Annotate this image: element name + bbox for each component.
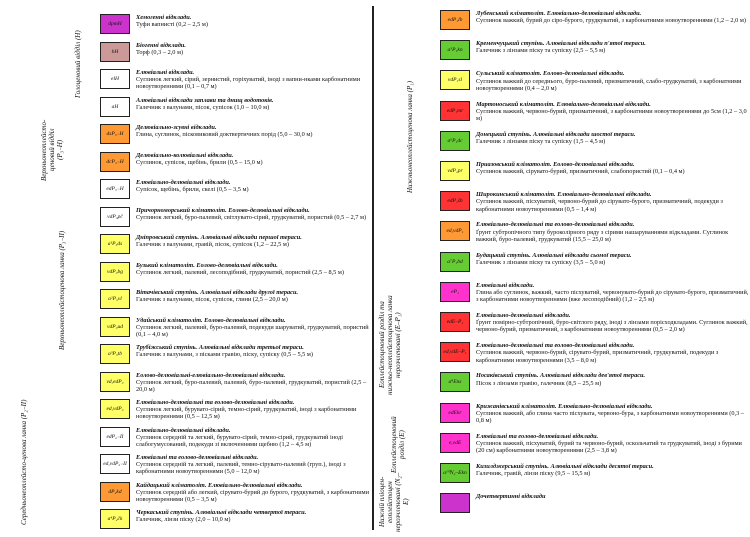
legend-title: Біогенні відклади. <box>136 41 186 49</box>
right-legend-row <box>440 131 750 161</box>
legend-swatch: eP₁ <box>440 282 470 302</box>
legend-description <box>476 463 750 477</box>
legend-description <box>476 312 750 334</box>
right-legend-row <box>440 70 750 100</box>
legend-swatch: dP₂kd <box>100 482 130 502</box>
legend-title: Вітачівський ступінь. Алювіальні відклади другої тераси. <box>136 289 299 296</box>
band-label-upper-neopleistocene: Верхньонеоплейсто-ценовий відділ (Р₃₋Н) <box>40 119 64 181</box>
legend-text: Суглинок важкий, або глина часто пісхувата, червоно-бура, з карбонатними новоутвореннями (0,3 – 0,8 м) <box>476 409 744 424</box>
legend-title: Кизилджерський ступінь. Алювіальні відклади десятої тераси. <box>476 463 654 470</box>
left-legend-row <box>100 152 372 180</box>
right-legend-row <box>440 342 750 372</box>
legend-swatch: dsP₃₋H <box>100 124 130 144</box>
legend-description <box>136 262 372 276</box>
left-legend-row <box>100 179 372 207</box>
legend-text: Туфи вапнисті (0,2 – 2,5 м) <box>136 21 208 29</box>
right-legend-row <box>440 40 750 70</box>
legend-swatch: vd,edP₃ <box>100 372 130 392</box>
legend-title: Елювіально-делювіальні відклади. <box>476 312 571 319</box>
legend-description <box>136 69 372 91</box>
right-legend-row <box>440 161 750 191</box>
legend-swatch: a²P₃vl <box>100 289 130 309</box>
legend-description <box>476 221 750 243</box>
legend-title: Елювіально-делювіальні відклади. <box>136 426 231 434</box>
legend-text: Суглинок важкий, бурий до сіро-бурого, грудкуватий, з карбонатними новоутвореннями (1,2 – 2,0 м) <box>476 17 746 25</box>
legend-title: Еолово-делювіальні-елювіально-делювіальні відклади. <box>136 371 286 379</box>
legend-swatch: vdP₁sl <box>440 70 470 90</box>
legend-description <box>136 14 372 28</box>
legend-title: Алювіальні відклади заплави та днищ водотоків. <box>136 96 274 104</box>
legend-title: Елювіально-делювіальні та еолово-делювіальні відклади. <box>136 399 295 406</box>
legend-title: Будацький ступінь. Алювіальні відклади сьомої тераси. <box>476 251 632 259</box>
legend-swatch <box>440 493 470 513</box>
left-legend-row <box>100 454 372 482</box>
legend-text: Суглинок важкий до середнього, буро-палевий, призматичний, слабо-грудкуватий, з карбонатними новоутвореннями (0,4 – 2,0 м) <box>476 77 742 92</box>
legend-swatch: dcP₃₋H <box>100 152 130 172</box>
legend-title: Широкинський кліматоліт. Елювіально-делювіальні відклади. <box>476 191 652 199</box>
legend-description <box>136 97 372 111</box>
legend-swatch: elH <box>100 69 130 89</box>
legend-title: Лубенський кліматоліт. Елювіально-делювіальні відклади. <box>476 10 642 17</box>
legend-title: Донецький ступінь. Алювіальні відклади шостої тераси. <box>476 130 636 138</box>
band-label-eopleistocene: Еоплейстоценовий розділ (E) <box>390 416 406 474</box>
left-legend-row <box>100 289 372 317</box>
left-legend-row <box>100 509 372 537</box>
legend-swatch: vdP₃pč <box>100 207 130 227</box>
right-legend-row <box>440 463 750 493</box>
legend-text: Суглинок важкий, червоно-бурий, сірувато-бурий, призматичний, грудкуватий, подекуди з карбонатними новоутвореннями (3,5 – 8,0 м) <box>476 349 719 364</box>
legend-description <box>136 454 372 476</box>
legend-text: Галечник, лінзи піску (2,0 – 10,0 м) <box>136 516 231 524</box>
right-legend-row <box>440 312 750 342</box>
legend-text: Галечник з валунами, з пісками гравію, піску, супіску (0,5 – 5,5 м) <box>136 351 313 359</box>
legend-swatch: bH <box>100 42 130 62</box>
legend-text: Глина, суглинок, пісковиковий доктвертичних порід (5,0 – 30,0 м) <box>136 131 313 139</box>
legend-swatch: edP₃₋H <box>100 179 130 199</box>
legend-text: Суглинок важкий, сірувато-бурий, призматичний, слабопористий (0,1 – 0,4 м) <box>476 168 685 176</box>
legend-title: Дочетвертинні відклади <box>476 493 546 501</box>
left-legend-row <box>100 317 372 345</box>
legend-description <box>476 191 750 213</box>
legend-description <box>476 40 750 54</box>
legend-description <box>476 161 750 175</box>
legend-description <box>136 317 372 339</box>
legend-swatch: vdP₃bg <box>100 262 130 282</box>
legend-text: Суглинок важкий, пісхуватий, бурий та червоно-бурий, оскольчатий та грудкуватий, іноді з бурими (20 см) карбонатними новоутвореннями (2,5 – 3,8 м) <box>476 440 742 455</box>
right-legend-row <box>440 221 750 251</box>
legend-text: Суглинок легкий, бурувато-сірий, темно-сірий, грудкуватий, іноді з карбонатними новоутвореннями (0,5 – 12,5 м) <box>136 406 357 421</box>
legend-text: Глина або суглинок, важкий, часто пісхуватий, червонувато-бурий до сірувато-бурого, призматичний, з карбонатними новоутвореннями (вже лесоподібний) (1,2 – 2,5 м) <box>476 289 749 304</box>
legend-swatch: aH <box>100 97 130 117</box>
left-legend-row <box>100 399 372 427</box>
right-legend-row <box>440 282 750 312</box>
legend-swatch: a³P₃tb <box>100 344 130 364</box>
left-legend-row <box>100 97 372 125</box>
legend-text: Суглинок важкий, пісхуватий, червоно-бурий до сірувато-бурого, призматичний, подекуди з карбонатними новоутвореннями (0,5 – 1,4 м) <box>476 198 723 213</box>
legend-description <box>136 509 372 523</box>
legend-title: Елювіальні та еолово-делювіальні відклади. <box>136 454 259 461</box>
legend-swatch: vdP₁pr <box>440 161 470 181</box>
legend-text: Суглинок легкий, буро-палевий, палевий, буро-палевий, грудкуватий, пористий (2,5 – 20,0 м) <box>136 378 367 393</box>
legend-title: Елювіально-делювіальні та еолово-делювіальні відклади. <box>476 342 635 350</box>
legend-description <box>136 179 372 193</box>
legend-description <box>136 124 372 138</box>
legend-text: Галечник з валунами, пісок, супісок, глини (2,5 – 20,0 м) <box>136 296 288 304</box>
left-legend-row <box>100 124 372 152</box>
legend-swatch: a⁵P₁kn <box>440 40 470 60</box>
legend-description <box>136 152 372 166</box>
left-legend-row <box>100 69 372 97</box>
legend-swatch: a⁸Ens <box>440 372 470 392</box>
legend-title: Кайдацький кліматоліт. Елювіально-делювіальні відклади. <box>136 481 303 489</box>
legend-text: Суглинок, супісок, щебінь, брили (0,5 – 15,0 м) <box>136 158 263 166</box>
legend-description <box>476 10 750 24</box>
left-legend-row <box>100 42 372 70</box>
legend-swatch: edP₂₋ІІ <box>100 427 130 447</box>
legend-title: Трубіжський ступінь. Алювіальні відклади третьої тераси. <box>136 344 304 351</box>
legend-description <box>136 42 372 56</box>
legend-swatch: a⁴P₂čk <box>100 509 130 529</box>
legend-description <box>136 399 372 421</box>
band-label-middle-neopleistocene: Середньонеоплейсто-ценова ланка (Р₂₋ІІ) <box>20 399 28 526</box>
band-label-lower-neopleistocene: Нижньонеоплейстоценова ланка (P₁) <box>406 80 414 194</box>
legend-text: Суглинок середній або легкий, сірувато-бурий до бурого, грудкуватий, з карбонатними новоутвореннями (0,5 – 3,5 м) <box>136 488 369 503</box>
legend-text: Галечник з валунами, пісок, супісок (1,0 – 10,0 м) <box>136 103 270 111</box>
left-legend-row <box>100 14 372 42</box>
right-legend-row <box>440 191 750 221</box>
legend-title: Дніпровський ступінь. Алювіальні відклади першої тераси. <box>136 234 302 241</box>
band-label-upper-neopleistocene-link: Верхньонеоплейстоценова ланка (Р₃₋ІІ) <box>58 230 66 350</box>
legend-description <box>136 234 372 248</box>
legend-swatch: edP₁šh <box>440 191 470 211</box>
legend-swatch: edE–P₁ <box>440 312 470 332</box>
legend-title: Удайський кліматоліт. Еолово-делювіальні відклади. <box>136 316 286 324</box>
right-legend-row <box>440 101 750 131</box>
legend-text: Галечник з лінзами піску та супіску (2,5 – 5,5 м) <box>476 47 606 55</box>
legend-text: Пісок з лінзами гравію, галечник (8,5 – 25,5 м) <box>476 379 602 387</box>
legend-text: Галечник з лінзами піску та супіску (3,5 – 5,0 м) <box>476 258 606 266</box>
legend-text: Суглинок середній та легкий, бурувато-сірий, темно-сірий, грудкуватий іноді слабогумусований, подекуди зі включеннями щебню (1,2 – 4,5 м) <box>136 433 343 448</box>
right-legend-row <box>440 10 750 40</box>
legend-swatch: ed,vdP₁ <box>440 221 470 241</box>
legend-text: Суглинок легкий, палевий, лесоподібний, грудкуватий, пористий (2,5 – 8,5 м) <box>136 268 344 276</box>
legend-title: Кременчуцький ступінь. Алювіальні відклади п'ятої тераси. <box>476 40 646 48</box>
legend-description <box>476 131 750 145</box>
legend-title: Хемогенні відклади. <box>136 14 192 21</box>
legend-title: Мартоноський кліматоліт. Елювіально-делювіальні відклади. <box>476 100 651 108</box>
legend-description <box>476 252 750 266</box>
legend-swatch: edP₁mr <box>440 101 470 121</box>
legend-title: Крижанівський кліматоліт. Елювіально-делювіальні відклади. <box>476 402 653 410</box>
legend-title: Елювіально-делювіальні відклади. <box>136 179 231 186</box>
left-legend-row <box>100 234 372 262</box>
right-legend-column <box>378 0 750 536</box>
right-legend-row <box>440 433 750 463</box>
legend-swatch: a¹⁰N₂–Ekn <box>440 463 470 483</box>
left-legend-row <box>100 372 372 400</box>
legend-title: Бузький кліматоліт. Еолово-делювіальні відклади. <box>136 261 278 269</box>
legend-title: Елювіально-делювіальні та еолово-делювіальні відклади. <box>476 221 635 229</box>
right-legend-row <box>440 252 750 282</box>
legend-swatch: dpmH <box>100 14 130 34</box>
legend-description <box>476 101 750 123</box>
legend-text: Торф (0,3 – 2,0 м) <box>136 48 184 56</box>
band-label-pliocene-eopleistocene: Нижній пліоцен-еоплейстоцен нерозчленовані (N₂–E) <box>378 472 410 532</box>
legend-swatch: vdP₃ud <box>100 317 130 337</box>
legend-description <box>136 427 372 449</box>
legend-swatch: edEkr <box>440 403 470 423</box>
legend-swatch: ed,vdP₃ <box>100 399 130 419</box>
legend-title: Приазовський кліматоліт. Еолово-делювіальні відклади. <box>476 161 635 168</box>
legend-description <box>136 372 372 394</box>
legend-title: Делювіально-зсувні відклади. <box>136 124 217 131</box>
legend-description <box>136 482 372 504</box>
left-legend-row <box>100 427 372 455</box>
legend-text: Суглинок легкий, палевий, буро-палевий, подекуди шаруватий, грудкуватий, пористий (0,1 – 4,0 м) <box>136 323 369 338</box>
left-legend-row <box>100 344 372 372</box>
legend-text: Суглинок легкий, сірий, зернистий, горіхуватий, іноді з вапни-нками карбонатними новоутвореннями (0,1 – 0,7 м) <box>136 76 361 91</box>
legend-swatch: a⁶P₁dc <box>440 131 470 151</box>
legend-description <box>476 282 750 304</box>
legend-swatch: a¹P₃ds <box>100 234 130 254</box>
legend-swatch: a⁷P₁bd <box>440 252 470 272</box>
legend-title: Черкаський ступінь. Алювіальні відклади четвертої тераси. <box>136 509 307 516</box>
legend-description <box>476 70 750 92</box>
legend-title: Носаківський ступінь. Алювіальні відклади дев'ятої тераси. <box>476 372 646 380</box>
right-legend-row <box>440 493 750 523</box>
band-label-eopleistocene-lower-neo: Еоплейстоценовий розділ та нижньо-неоплейстоценова ланка нерозчленовані (E–P₁) <box>378 295 402 395</box>
left-legend-row <box>100 482 372 510</box>
legend-text: Ґрунт помірно-субтропічний, буро-світлого ряду, іноді з лінзами порісходкладами. Суглинок важкий, червоно-бурий, призматичний, з карбонатними новоутвореннями (0,5 – 2,0 м) <box>476 319 748 334</box>
legend-title: Сульський кліматоліт. Еолово-делювіальні відклади. <box>476 70 625 78</box>
legend-text: Супісок, щебінь, брили, скелі (0,5 – 3,5 м) <box>136 186 249 194</box>
left-legend-row <box>100 262 372 290</box>
legend-title: Делювіально-колювіальні відклади. <box>136 151 234 159</box>
legend-swatch: e,vdE <box>440 433 470 453</box>
legend-description <box>476 403 750 425</box>
legend-swatch: ed,vdE–P₁ <box>440 342 470 362</box>
legend-description <box>476 372 750 386</box>
legend-text: Галечник, гравій, лінзи піску (9,5 – 15,5 м) <box>476 470 591 478</box>
legend-description <box>476 342 750 364</box>
right-legend-row <box>440 372 750 402</box>
legend-swatch: ed,vdP₂₋ІІ <box>100 454 130 474</box>
legend-description <box>136 207 372 221</box>
legend-text: Суглинок легкий, буро-палевий, світлувато-сірий, грудкуватий, пористий (0,5 – 2,7 м) <box>136 213 367 221</box>
legend-description <box>136 344 372 358</box>
band-label-holocene: Голоценовий відділ (H) <box>74 30 82 98</box>
legend-text: Суглинок важкий, червоно-бурий, призматичний, з карбонатними новоутвореннями до 5см (1,2 – 3,0 м) <box>476 107 747 122</box>
band-holocene <box>44 14 54 114</box>
legend-text: Суглинок середній та легкий, палевий, темно-сірувато-палевий (груп.), іноді з карбонатними новоутвореннями (5,0 – 12,0 м) <box>136 461 346 476</box>
column-separator <box>372 6 374 530</box>
legend-text: Галечник з валунами, гравій, пісок, супісок (1,2 – 22,5 м) <box>136 241 289 249</box>
legend-description <box>136 289 372 303</box>
left-legend-row <box>100 207 372 235</box>
legend-title: Елювіальні та еолово-делювіальні відклади. <box>476 432 599 440</box>
left-legend-column <box>0 0 368 536</box>
legend-title: Елювіальні відклади. <box>476 281 535 289</box>
legend-text: Галечник з лінзами піску та супіску (1,5 – 4,5 м) <box>476 138 606 145</box>
legend-title: Елювіальні відклади. <box>136 69 195 76</box>
legend-text: Ґрунт субтропічного типу буроколірного ряду з сірими нашаруваннями відкладами. Суглинок важкий, буро-палевий, грудкуватий (15,5 – 25,0 м) <box>476 228 729 243</box>
legend-swatch: edP₁lb <box>440 10 470 30</box>
legend-description <box>476 433 750 455</box>
legend-title: Причорноморський кліматоліт. Еолово-делювіальні відклади. <box>136 206 310 214</box>
legend-description <box>476 493 750 500</box>
right-legend-row <box>440 403 750 433</box>
